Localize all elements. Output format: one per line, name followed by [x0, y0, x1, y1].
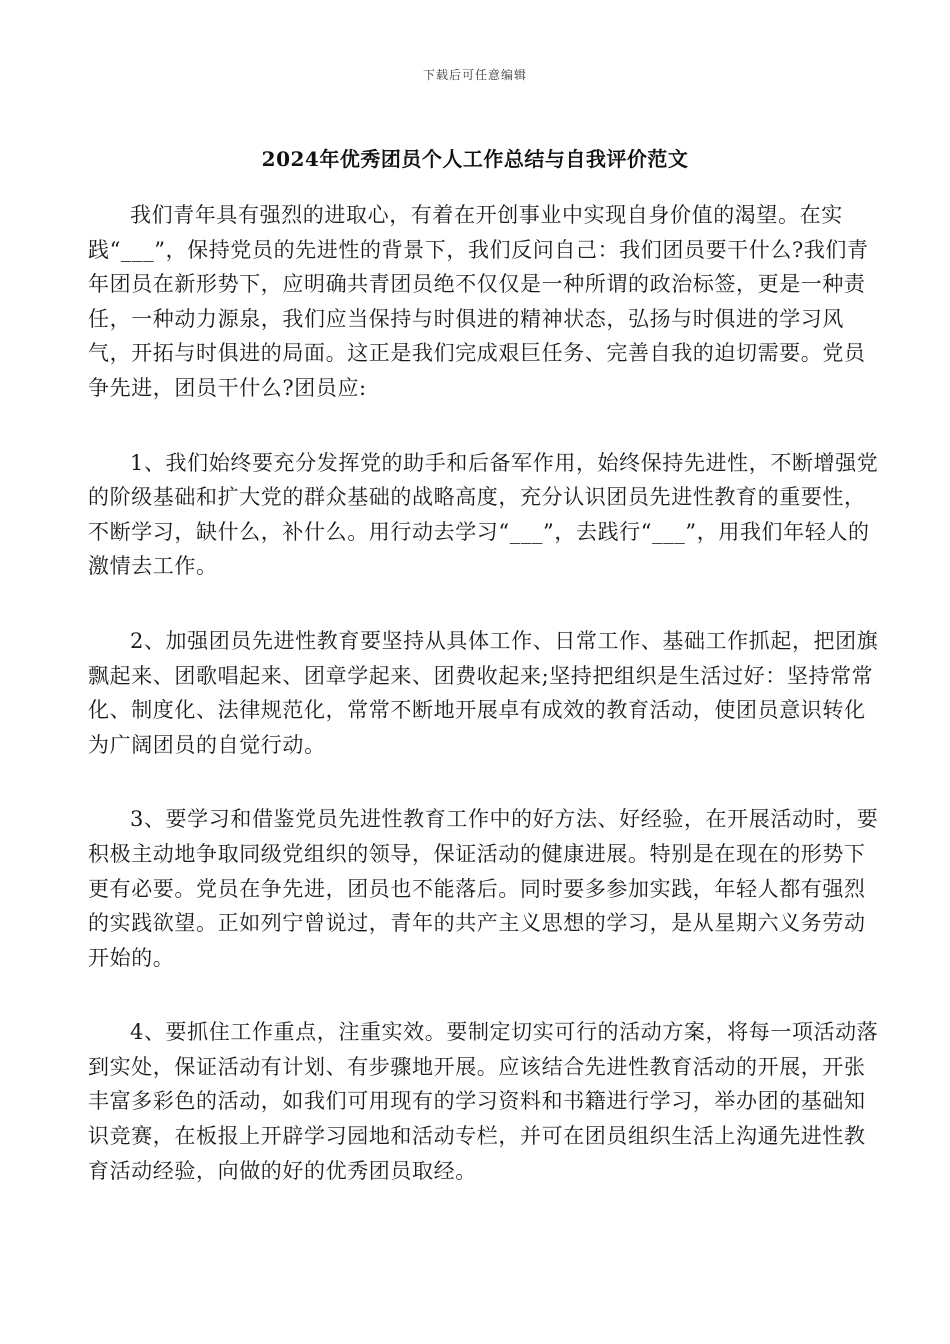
- paragraph-3: 3、要学习和借鉴党员先进性教育工作中的好方法、好经验，在开展活动时，要积极主动地争取同级党组织的领导，保证活动的健康进展。特别是在现在的形势下更有必要。党员在争先进，团员也不能落后。同时要多参加实践，年轻人都有强烈的实践欲望。正如列宁曾说过，青年的共产主义思想的学习，是从星期六义务劳动开始的。: [88, 807, 879, 970]
- document-body: [88, 198, 882, 1228]
- paragraph-1: 1、我们始终要充分发挥党的助手和后备军作用，始终保持先进性，不断增强党的阶级基础和扩大党的群众基础的战略高度，充分认识团员先进性教育的重要性，不断学习，缺什么，补什么。用行动去学习“___”，去践行“___”，用我们年轻人的激情去工作。: [88, 450, 879, 579]
- paragraph-4: 4、要抓住工作重点，注重实效。要制定切实可行的活动方案，将每一项活动落到实处，保证活动有计划、有步骤地开展。应该结合先进性教育活动的开展，开张丰富多彩色的活动，如我们可用现有的学习资料和书籍进行学习，举办团的基础知识竞赛，在板报上开辟学习园地和活动专栏，并可在团员组织生活上沟通先进性教育活动经验，向做的好的优秀团员取经。: [88, 1020, 879, 1183]
- header-note: 下载后可任意编辑: [422, 68, 527, 82]
- paragraph-intro: 我们青年具有强烈的进取心，有着在开创事业中实现自身价值的渴望。在实践“___”，保持党员的先进性的背景下，我们反问自己：我们团员要干什么?我们青年团员在新形势下，应明确共青团员绝不仅仅是一种所谓的政治标签，更是一种责任，一种动力源泉，我们应当保持与时俱进的精神状态，弘扬与时俱进的学习风气，开拓与时俱进的局面。这正是我们完成艰巨任务、完善自我的迫切需要。党员争先进，团员干什么?团员应:: [88, 203, 869, 400]
- document-title: 2024年优秀团员个人工作总结与自我评价范文: [261, 147, 689, 171]
- paragraph-2: 2、加强团员先进性教育要坚持从具体工作、日常工作、基础工作抓起，把团旗飘起来、团歌唱起来、团章学起来、团费收起来;坚持把组织是生活过好：坚持常常化、制度化、法律规范化，常常不断地开展卓有成效的教育活动，使团员意识转化为广阔团员的自觉行动。: [88, 628, 879, 757]
